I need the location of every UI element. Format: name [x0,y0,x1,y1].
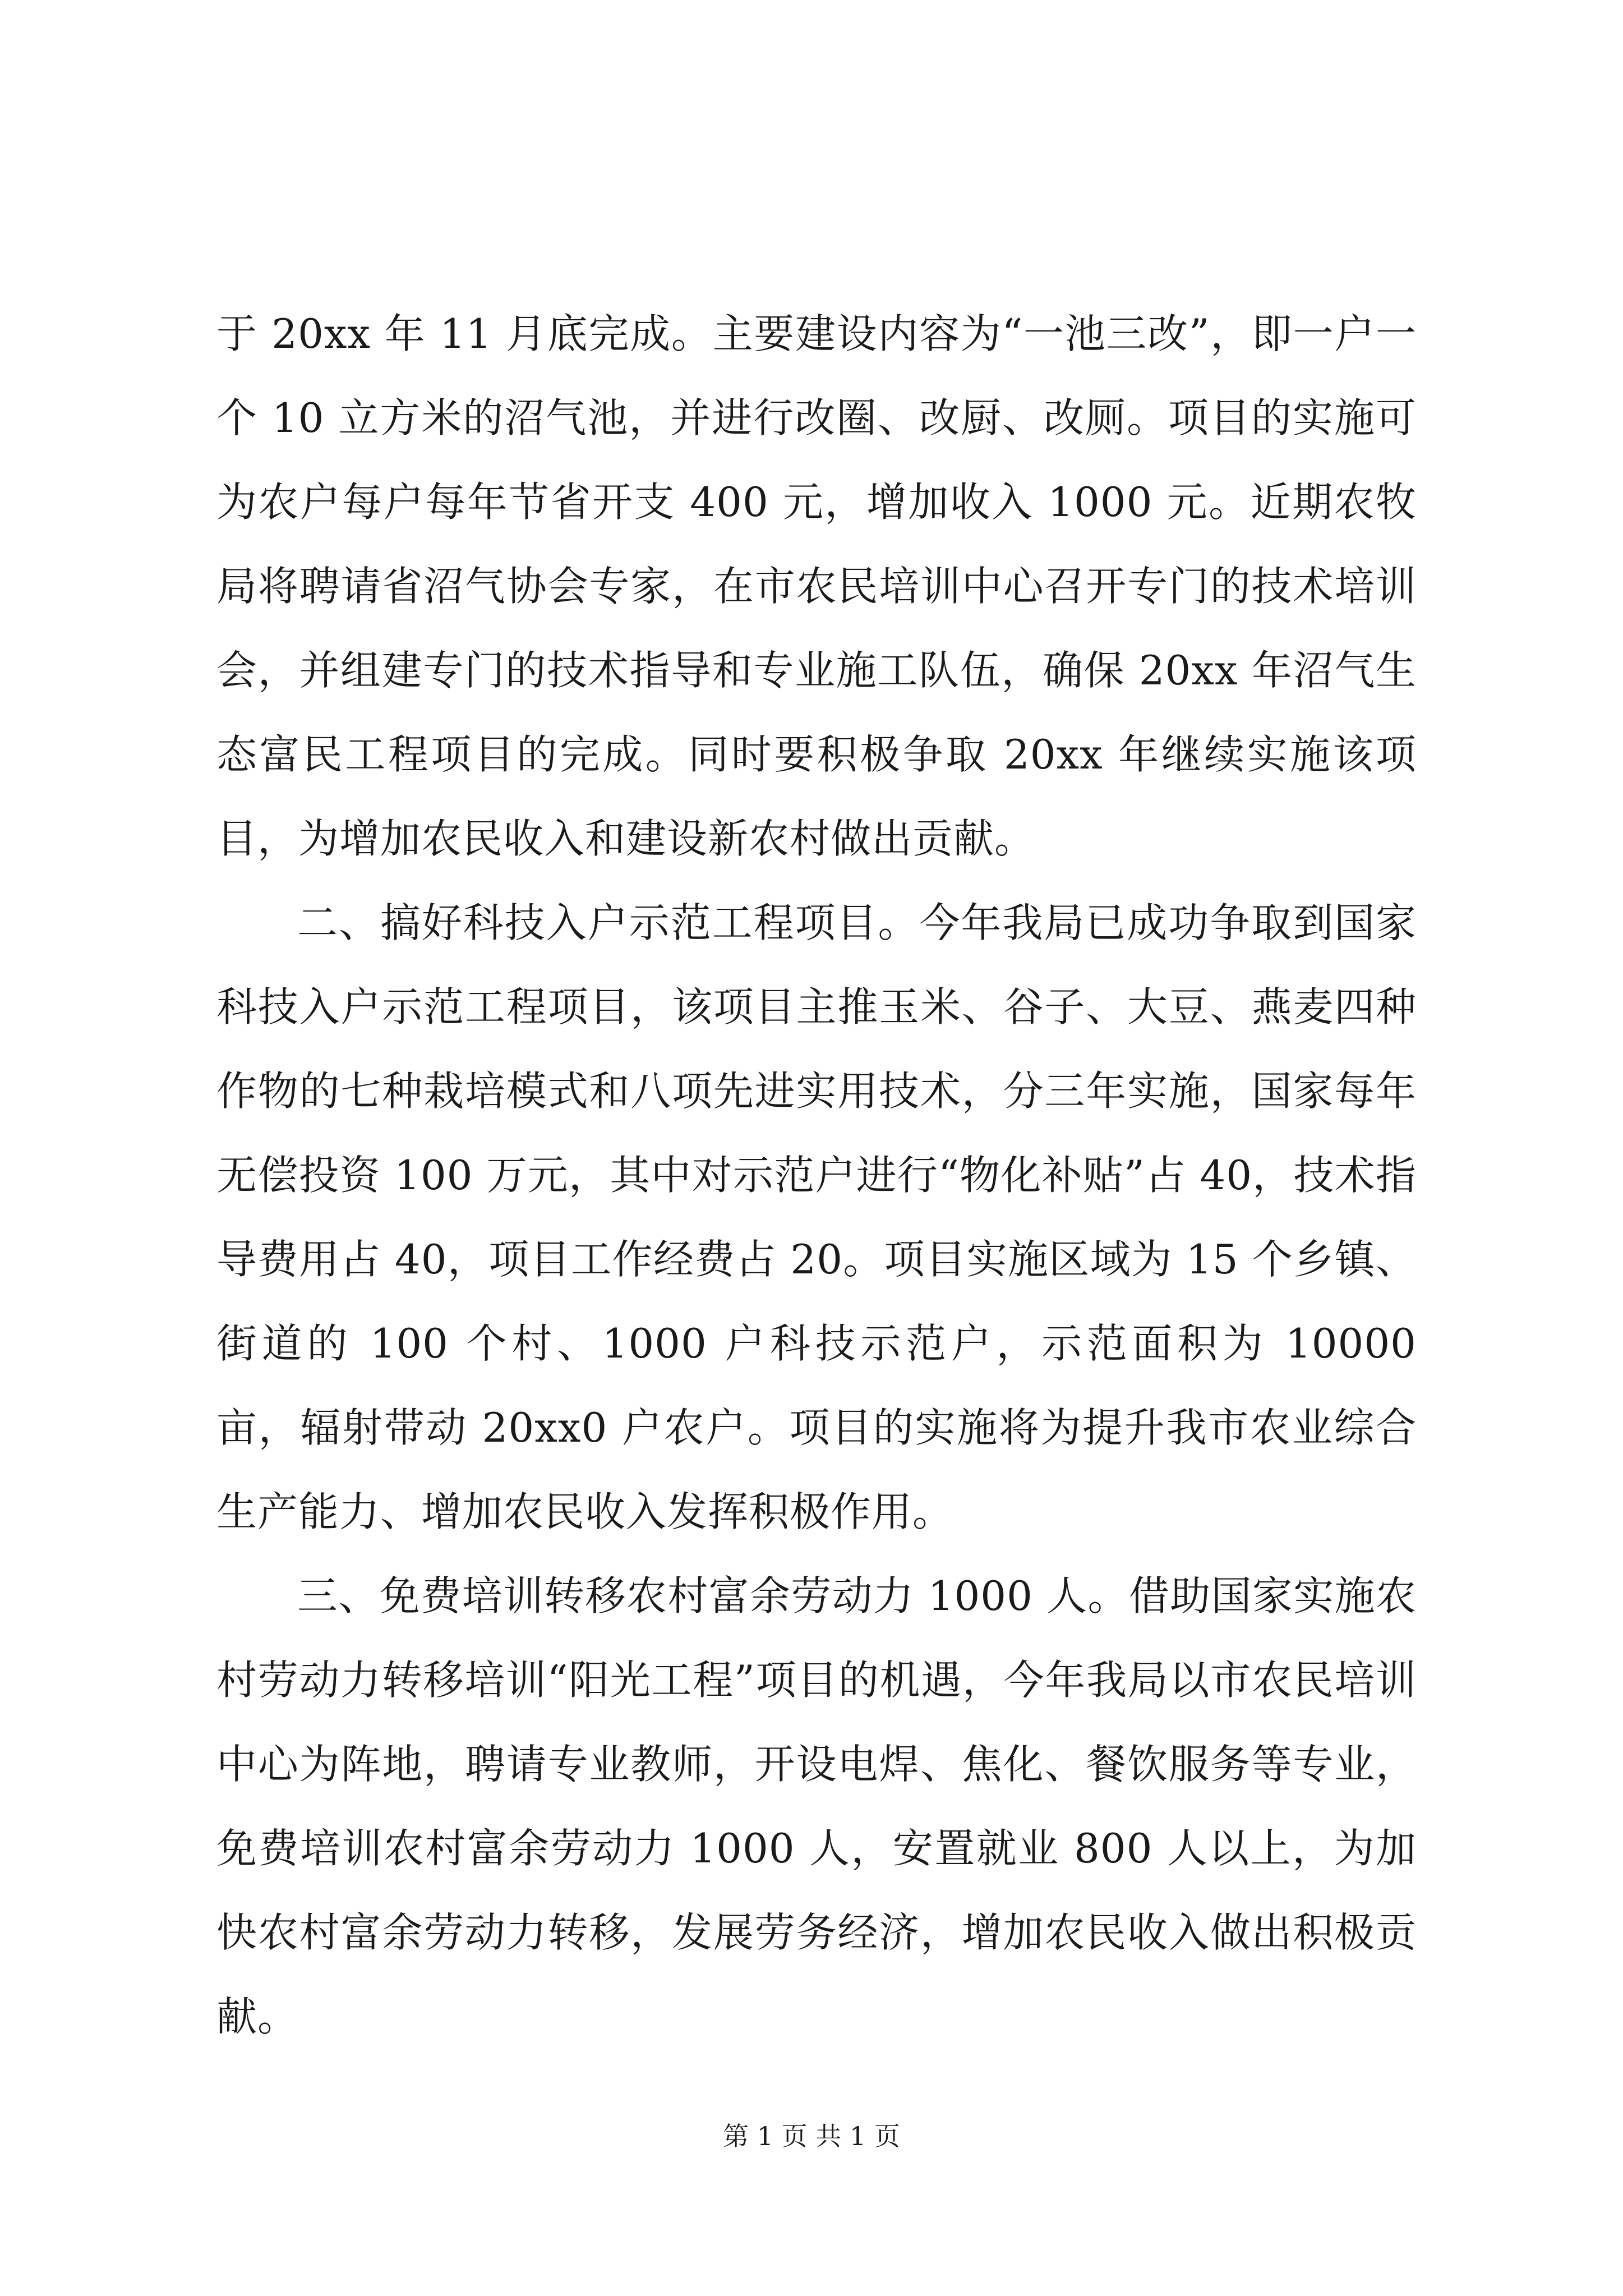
page-footer: 第 1 页 共 1 页 [723,2121,900,2151]
paragraph-2: 二、搞好科技入户示范工程项目。今年我局已成功争取到国家科技入户示范工程项目，该项目主推玉米、谷子、大豆、燕麦四种作物的七种栽培模式和八项先进实用技术，分三年实施，国家每年无偿投资 100 万元，其中对示范户进行“物化补贴”占 40，技术指导费用占 40，项目工作经费占 20。项目实施区域为 15 个乡镇、街道的 100 个村、1000 户科技示范户，示范面积为 10000 亩，辐射带动 20xx0 户农户。项目的实施将为提升我市农业综合生产能力、增加农民收入发挥积极作用。 [216,899,1417,1535]
document-body [216,292,1417,2059]
paragraph-3: 三、免费培训转移农村富余劳动力 1000 人。借助国家实施农村劳动力转移培训“阳光工程”项目的机遇，今年我局以市农民培训中心为阵地，聘请专业教师，开设电焊、焦化、餐饮服务等专业，免费培训农村富余劳动力 1000 人，安置就业 800 人以上，为加快农村富余劳动力转移，发展劳务经济，增加农民收入做出积极贡献。 [216,1572,1417,2040]
paragraph-1: 于 20xx 年 11 月底完成。主要建设内容为“一池三改”，即一户一个 10 立方米的沼气池，并进行改圈、改厨、改厕。项目的实施可为农户每户每年节省开支 400 元，增加收入 1000 元。近期农牧局将聘请省沼气协会专家，在市农民培训中心召开专门的技术培训会，并组建专门的技术指导和专业施工队伍，确保 20xx 年沼气生态富民工程项目的完成。同时要积极争取 20xx 年继续实施该项目，为增加农民收入和建设新农村做出贡献。 [216,310,1417,862]
